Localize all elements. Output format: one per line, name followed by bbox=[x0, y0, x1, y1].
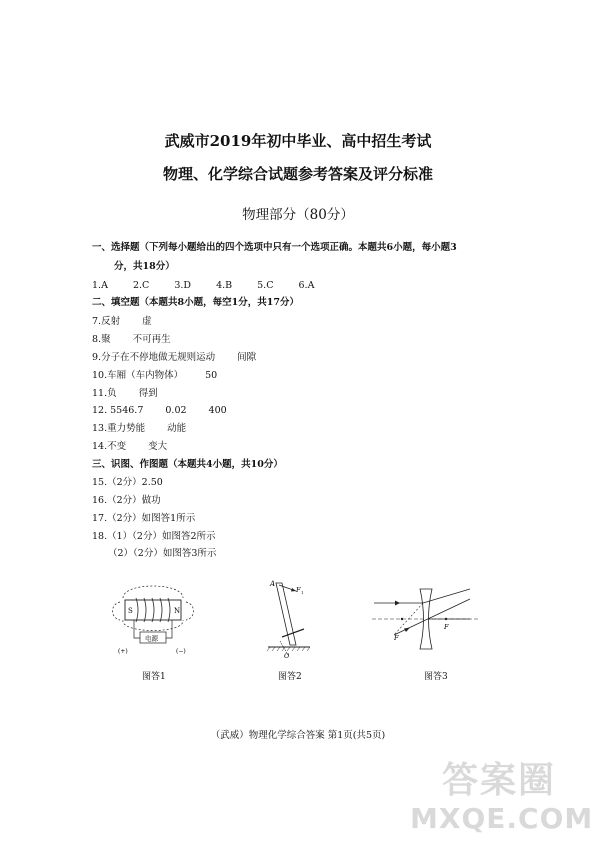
watermark-url-text: MXQE.COM bbox=[410, 802, 594, 835]
answer-18-2: （2）（2分）如图答3所示 bbox=[108, 548, 217, 559]
focus-left-label: F bbox=[394, 634, 399, 642]
force-subscript: 1 bbox=[301, 590, 304, 595]
answer-11: 11.负 得到 bbox=[92, 388, 158, 399]
figure-3-caption: 图答3 bbox=[424, 672, 448, 682]
minus-terminal-label: (−) bbox=[176, 648, 186, 655]
figure-2-lever bbox=[258, 575, 318, 660]
answer-18-1: 18.（1）（2分）如图答2所示 bbox=[92, 531, 216, 542]
section1-heading-cont: 分，共18分） bbox=[114, 261, 175, 272]
plus-terminal-label: (+) bbox=[118, 648, 128, 655]
figure-1-caption: 图答1 bbox=[142, 672, 166, 682]
section1-answers bbox=[92, 280, 314, 292]
pole-n-label: N bbox=[174, 607, 181, 615]
answer-7: 7.反射 虚 bbox=[92, 316, 152, 327]
section1-heading: 一、选择题（下列每小题给出的四个选项中只有一个选项正确。本题共6小题，每小题3 bbox=[92, 242, 457, 253]
answer-9: 9.分子在不停地做无规则运动 间隙 bbox=[92, 352, 257, 363]
watermark-logo-text: 答案圈 bbox=[442, 760, 557, 801]
answer-5: 5.C bbox=[257, 280, 274, 291]
answer-8: 8.聚 不可再生 bbox=[92, 334, 171, 345]
answer-12: 12. 5546.7 0.02 400 bbox=[92, 405, 227, 416]
figure-2-caption: 图答2 bbox=[278, 672, 302, 682]
answer-2: 2.C bbox=[132, 280, 150, 291]
page-footer: （武威）物理化学综合答案 第1页(共5页) bbox=[210, 730, 386, 741]
exam-title: 武威市2019年初中毕业、高中招生考试 bbox=[164, 132, 432, 150]
site-watermark bbox=[406, 752, 594, 836]
figure-3-lens bbox=[370, 585, 480, 660]
answer-3: 3.D bbox=[174, 280, 192, 291]
focus-right-label: F bbox=[444, 623, 449, 631]
answer-key-title: 物理、化学综合试题参考答案及评分标准 bbox=[162, 165, 433, 183]
power-source-label: 电源 bbox=[145, 634, 158, 643]
answer-10: 10.车厢（车内物体） 50 bbox=[92, 370, 218, 381]
pivot-o-label: O bbox=[284, 652, 290, 660]
pole-s-label: S bbox=[128, 607, 133, 615]
physics-section-title: 物理部分（80分） bbox=[242, 207, 354, 223]
answer-14: 14.不变 变大 bbox=[92, 441, 168, 452]
force-f-label: F bbox=[296, 586, 301, 594]
section2-heading: 二、填空题（本题共8小题，每空1分，共17分） bbox=[92, 297, 299, 308]
answer-16: 16.（2分）做功 bbox=[92, 495, 161, 506]
answer-15: 15.（2分）2.50 bbox=[92, 477, 163, 488]
section3-heading: 三、识图、作图题（本题共4小题，共10分） bbox=[92, 459, 283, 470]
answer-4: 4.B bbox=[216, 280, 233, 291]
answer-17: 17.（2分）如图答1所示 bbox=[92, 513, 196, 524]
answer-13: 13.重力势能 动能 bbox=[92, 423, 187, 434]
point-a-label: A bbox=[270, 580, 276, 588]
figure-1-electromagnet bbox=[108, 580, 198, 660]
answer-1: 1.A bbox=[92, 280, 108, 291]
answer-6: 6.A bbox=[298, 280, 315, 291]
